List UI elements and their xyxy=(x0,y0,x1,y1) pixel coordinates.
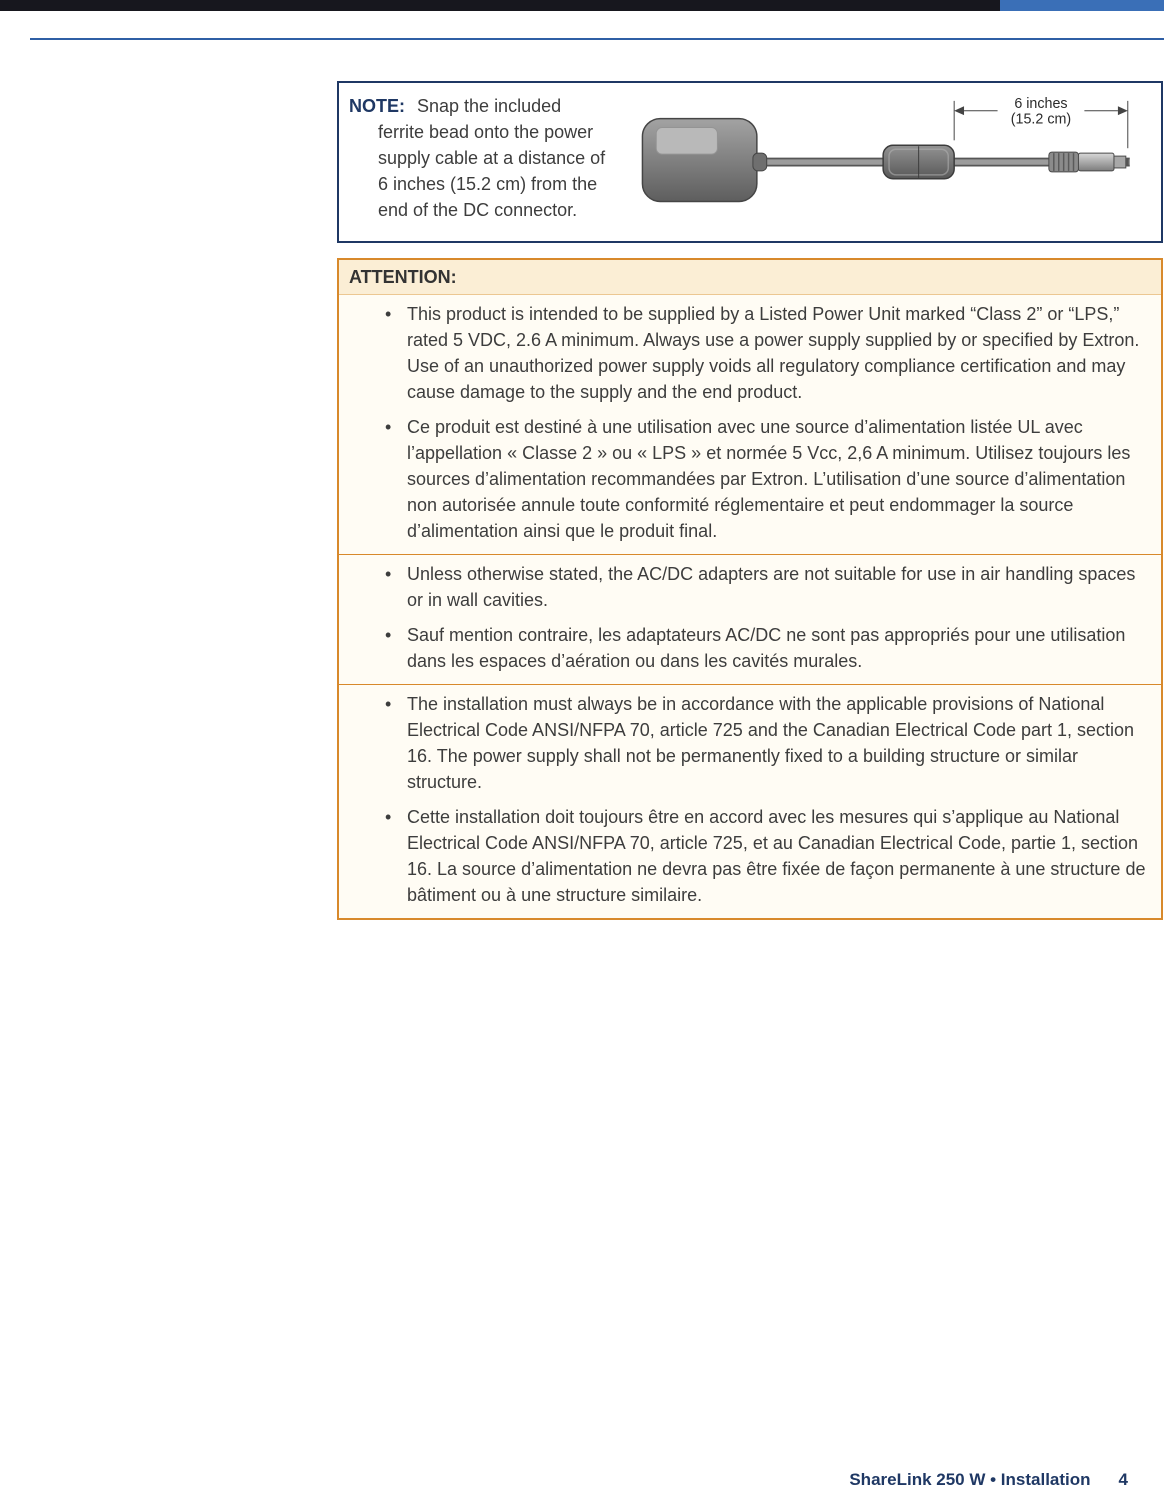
header-rule xyxy=(30,38,1164,40)
ferrite-bead xyxy=(883,145,954,179)
bullet-list xyxy=(383,691,1147,908)
attention-title: ATTENTION: xyxy=(339,260,1161,295)
page-footer xyxy=(849,1470,1128,1490)
ferrite-bead-diagram xyxy=(607,91,1153,235)
bullet-item: • Sauf mention contraire, les adaptateurs AC/DC ne sont pas appropriés pour une utilisation dans les espaces d’aération ou dans les cavités murales. xyxy=(383,622,1147,674)
power-adapter xyxy=(642,119,766,202)
dimension-label xyxy=(1011,96,1071,128)
top-banner-dark-segment xyxy=(0,0,1000,11)
note-label: NOTE: xyxy=(349,96,405,116)
bullet-item: • Ce produit est destiné à une utilisation avec une source d’alimentation listée UL avec l’appellation « Classe 2 » ou « LPS » et normée 5 Vcc, 2,6 A minimum. Utilisez toujours les sources d’alimentation recommandées par Extron. L’utilisation d’une source d’alimentation non autorisée annule toute conformité réglementaire et peut endommager la source d’alimentation ainsi que le produit final. xyxy=(383,414,1147,544)
attention-section-power-supply xyxy=(339,295,1161,554)
power-supply-illustration xyxy=(633,91,1153,237)
bullet-item: • Unless otherwise stated, the AC/DC adapters are not suitable for use in air handling spaces or in wall cavities. xyxy=(383,561,1147,613)
bullet-list xyxy=(383,301,1147,544)
footer-title: ShareLink 250 W • Installation xyxy=(849,1470,1091,1489)
attention-section-air-handling xyxy=(339,554,1161,684)
footer-page-number: 4 xyxy=(1118,1470,1128,1489)
bullet-list xyxy=(383,561,1147,674)
note-text xyxy=(349,91,607,235)
note-body: Snap the included ferrite bead onto the power supply cable at a distance of 6 inches (15.2 cm) from the end of the DC connector. xyxy=(378,96,606,220)
dc-connector xyxy=(1049,152,1129,172)
dimension-label-line2: (15.2 cm) xyxy=(1010,111,1072,128)
dimension-label-line1: 6 inches xyxy=(1014,95,1068,112)
note-box xyxy=(337,81,1163,243)
bullet-item: • Cette installation doit toujours être en accord avec les mesures qui s’applique au National Electrical Code ANSI/NFPA 70, article 725, et au Canadian Electrical Code, partie 1, section 16. La source d’alimentation ne devra pas être fixée de façon permanente à une structure de bâtiment ou à une structure similaire. xyxy=(383,804,1147,908)
bullet-item: • This product is intended to be supplied by a Listed Power Unit marked “Class 2” or “LPS,” rated 5 VDC, 2.6 A minimum. Always use a power supply supplied by or specified by Extron. Use of an unauthorized power supply voids all regulatory compliance certification and may cause damage to the supply and the end product. xyxy=(383,301,1147,405)
attention-box xyxy=(337,258,1163,920)
top-banner xyxy=(0,0,1164,11)
attention-section-installation-code xyxy=(339,684,1161,918)
top-banner-blue-segment xyxy=(1000,0,1164,11)
bullet-item: • The installation must always be in accordance with the applicable provisions of National Electrical Code ANSI/NFPA 70, article 725 and the Canadian Electrical Code part 1, section 16. The power supply shall not be permanently fixed to a building structure or similar structure. xyxy=(383,691,1147,795)
